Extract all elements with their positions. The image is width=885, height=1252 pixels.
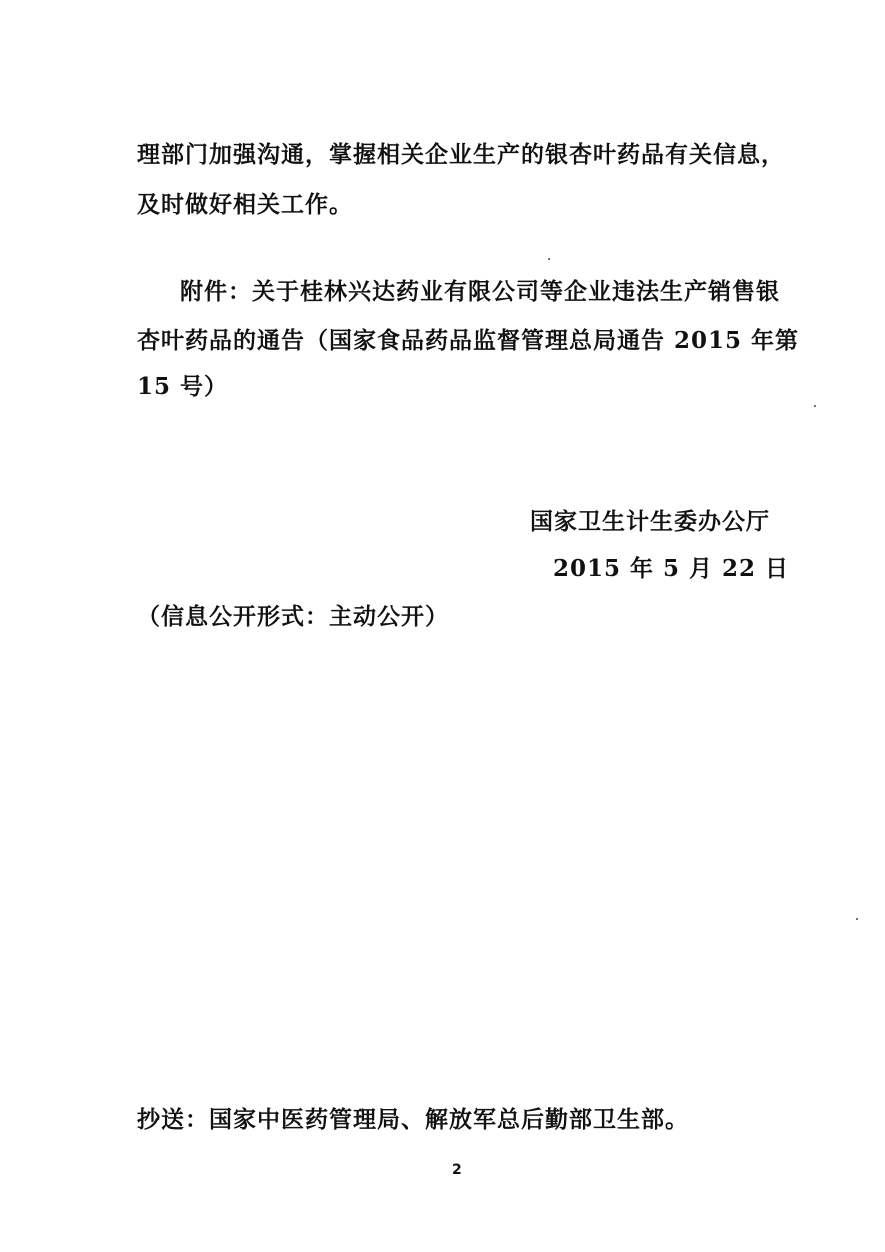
body-text-line-1: 理部门加强沟通，掌握相关企业生产的银杏叶药品有关信息， [137,141,785,168]
page-number: 2 [452,1162,462,1178]
body-text-line-2: 及时做好相关工作。 [137,191,353,218]
cc-line: 抄送：国家中医药管理局、解放军总后勤部卫生部。 [137,1106,689,1133]
attachment-line-2: 杏叶药品的通告（国家食品药品监督管理总局通告 2015 年第 [137,327,800,354]
attachment-line-1: 附件：关于桂林兴达药业有限公司等企业违法生产销售银 [180,278,780,305]
disclosure-note: （信息公开形式：主动公开） [137,603,449,630]
issuer-name: 国家卫生计生委办公厅 [530,508,770,535]
attachment-line-3: 15 号） [137,373,229,400]
scan-speck [856,918,858,920]
issue-date: 2015 年 5 月 22 日 [553,555,790,582]
scan-speck [814,405,816,407]
scan-speck [548,258,550,260]
